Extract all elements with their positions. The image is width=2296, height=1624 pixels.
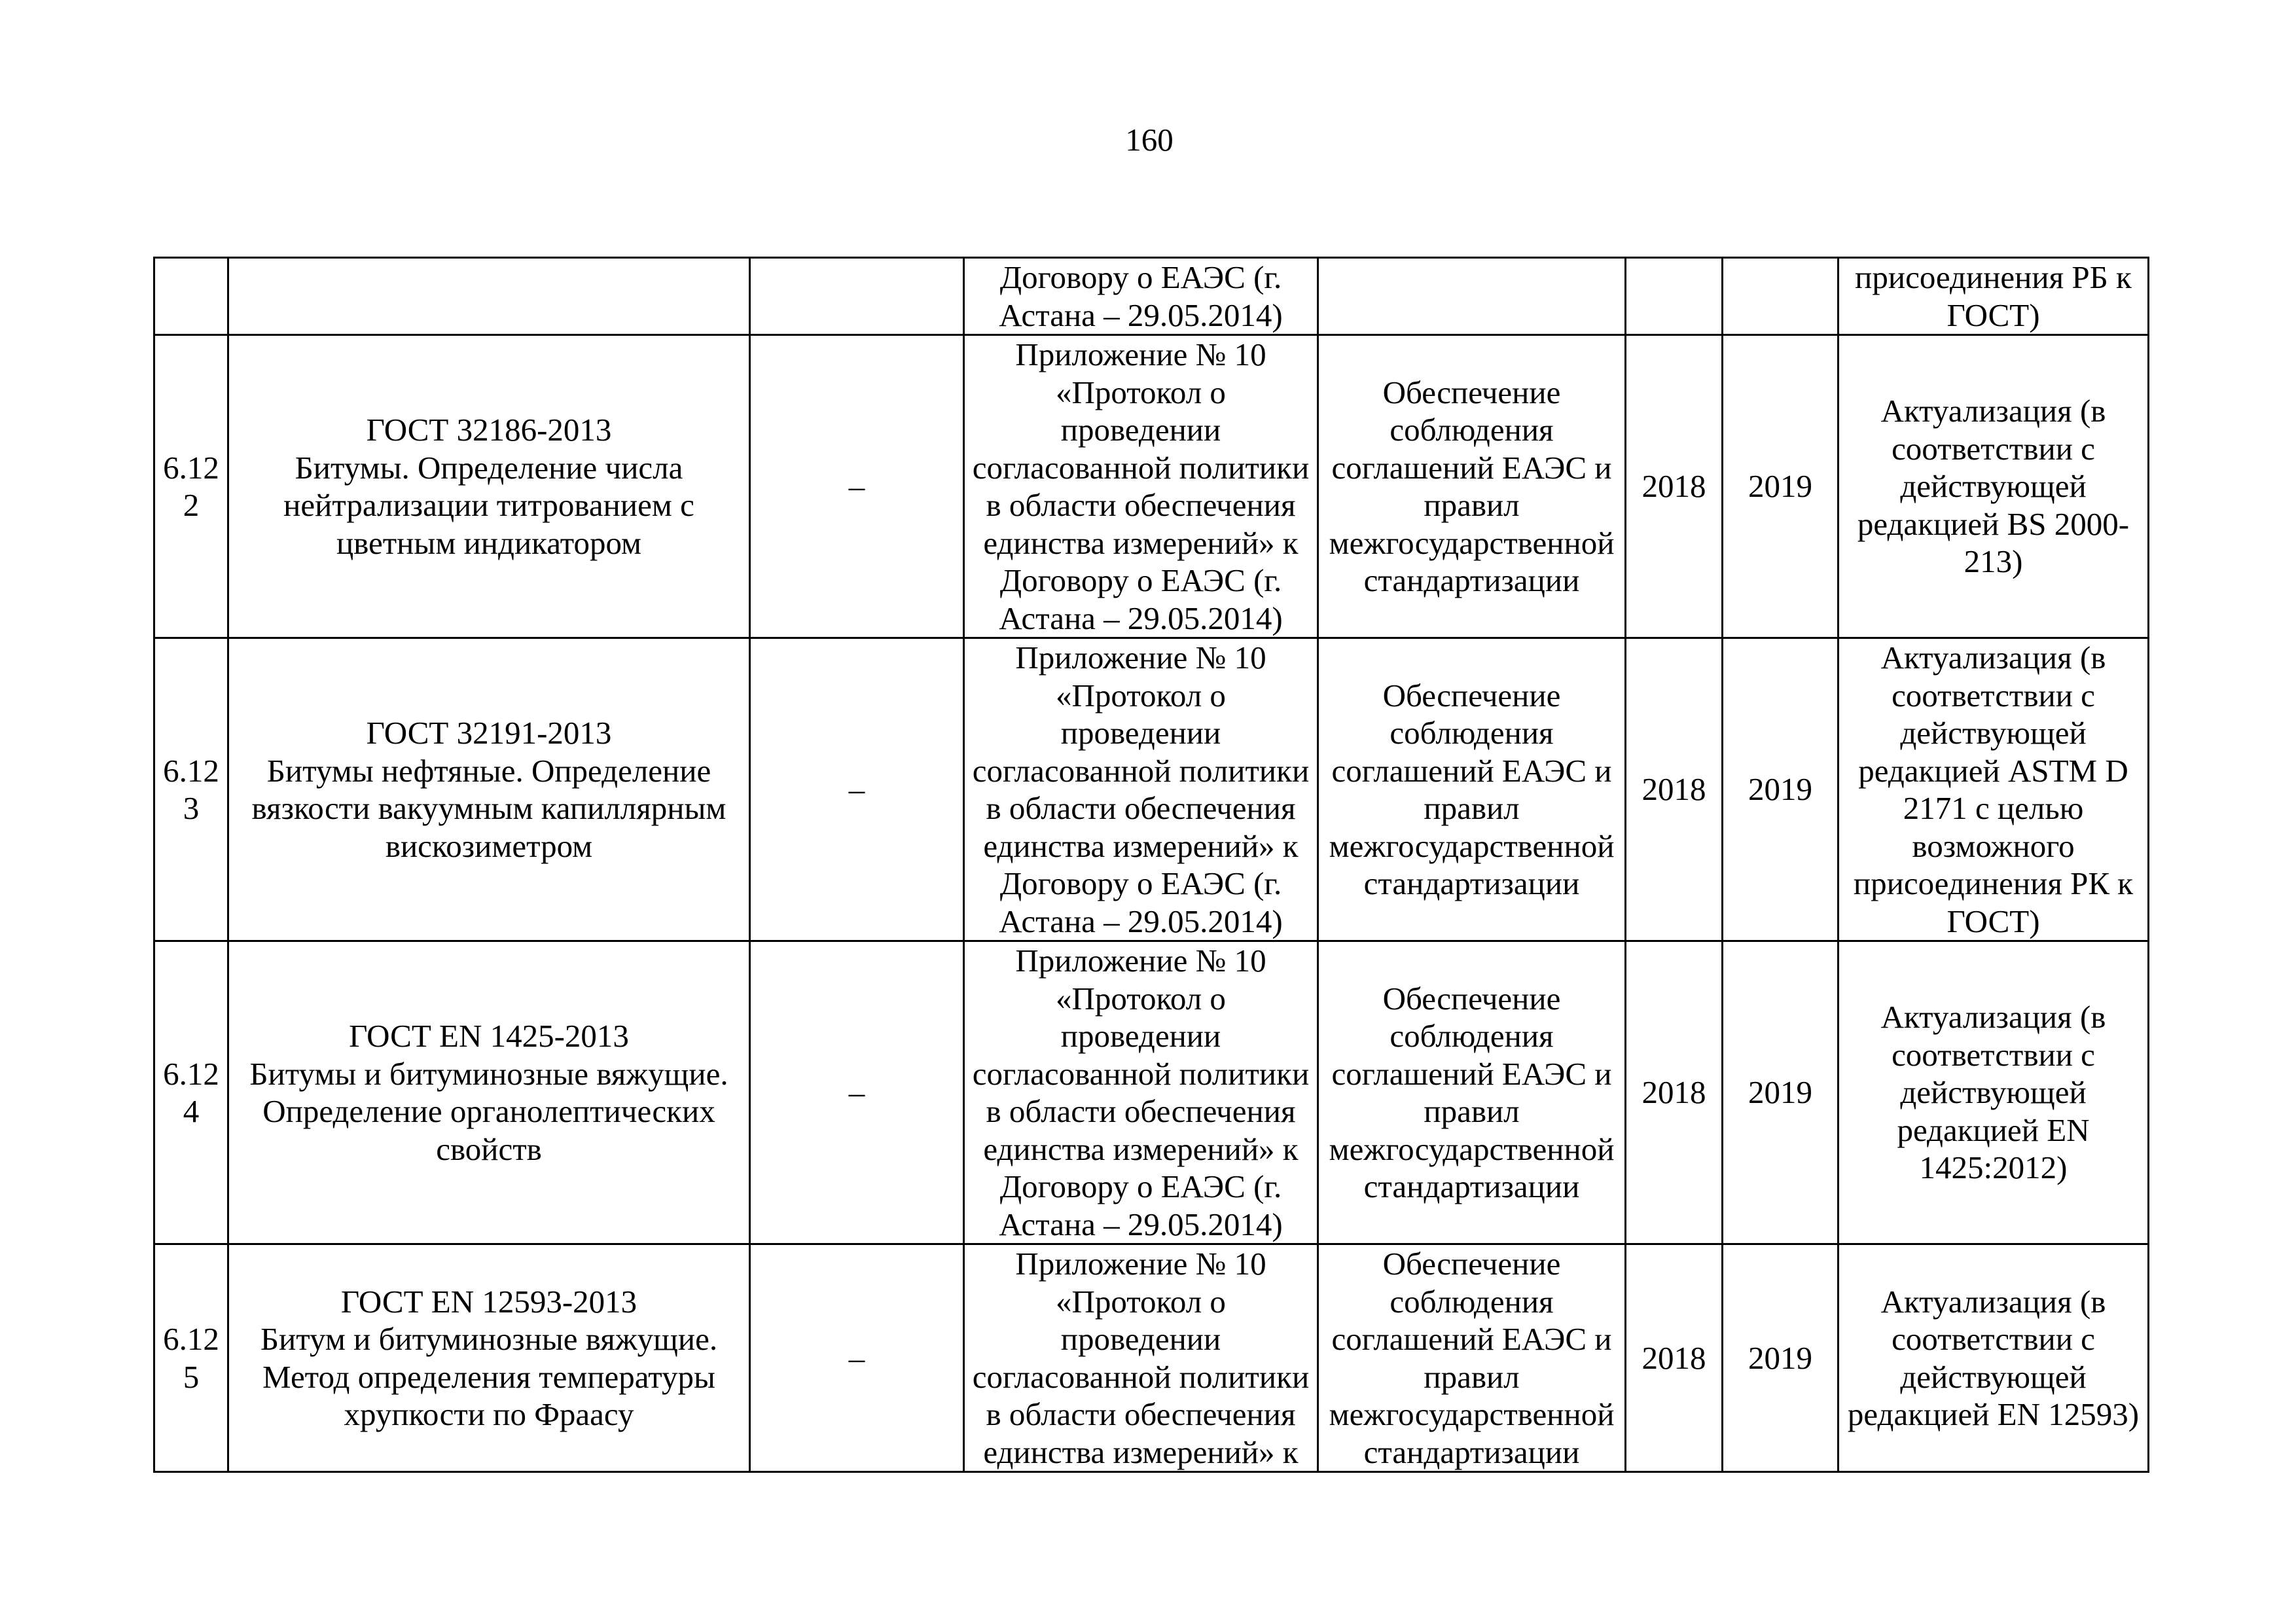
note-line: соответствии с (1892, 430, 2095, 467)
note-line: действующей (1900, 468, 2087, 505)
cell-goal (1318, 258, 1626, 335)
cell-dash: – (750, 1244, 964, 1472)
cell-dash: – (750, 335, 964, 638)
basis-line: Договору о ЕАЭС (г. (999, 562, 1282, 598)
page-number: 160 (1125, 122, 1174, 158)
basis-line: «Протокол о (1056, 980, 1226, 1017)
cell-dash: – (750, 638, 964, 941)
cell-num: 6.124 (154, 941, 228, 1244)
note-line: присоединения РК к (1853, 865, 2134, 901)
cell-standard (228, 1244, 750, 1472)
basis-line: Приложение № 10 (1015, 336, 1266, 372)
gost-code: ГОСТ 32191-2013 (366, 715, 612, 751)
basis-line: в области обеспечения (986, 790, 1296, 826)
basis-line: единства измерений» к (983, 827, 1299, 864)
cell-num: 6.122 (154, 335, 228, 638)
basis-line: Договору о ЕАЭС (г. (999, 865, 1282, 901)
goal-line: соблюдения (1390, 1018, 1554, 1054)
cell-note (1839, 638, 2149, 941)
goal-line: стандартизации (1363, 1434, 1580, 1470)
cell-note (1839, 335, 2149, 638)
goal-line: межгосударственной (1329, 827, 1615, 864)
goal-line: стандартизации (1363, 1168, 1580, 1204)
note-line: присоединения РБ к (1855, 259, 2132, 295)
table-row-continuation (154, 258, 2149, 335)
basis-line: Астана – 29.05.2014) (999, 600, 1283, 636)
cell-standard (228, 941, 750, 1244)
cell-basis (964, 1244, 1318, 1472)
note-line: Актуализация (в (1880, 640, 2106, 676)
cell-standard (228, 258, 750, 335)
basis-line: согласованной политики (972, 449, 1310, 486)
goal-line: соблюдения (1390, 1283, 1554, 1320)
note-line: действующей (1900, 715, 2087, 751)
basis-line: проведении (1060, 412, 1221, 448)
cell-end (1723, 258, 1839, 335)
basis-line: в области обеспечения (986, 487, 1296, 523)
goal-line: соблюдения (1390, 715, 1554, 751)
cell-note (1839, 1244, 2149, 1472)
basis-line: в области обеспечения (986, 1093, 1296, 1129)
cell-num: 6.125 (154, 1244, 228, 1472)
note-line: ГОСТ) (1946, 297, 2040, 333)
note-line: 213) (1964, 543, 2023, 580)
gost-name: Битумы и битуминозные вяжущие. Определение органолептических свойств (249, 1055, 728, 1167)
basis-line: согласованной политики (972, 1358, 1310, 1395)
basis-line: Договору о ЕАЭС (г. (999, 259, 1282, 295)
note-line: Актуализация (в (1880, 393, 2106, 429)
cell-basis (964, 638, 1318, 941)
note-line: 1425:2012) (1919, 1149, 2068, 1186)
table-row (154, 335, 2149, 638)
basis-line: Приложение № 10 (1015, 1246, 1266, 1282)
cell-basis (964, 258, 1318, 335)
cell-num: 6.123 (154, 638, 228, 941)
basis-line: проведении (1060, 1018, 1221, 1054)
cell-basis (964, 335, 1318, 638)
cell-standard (228, 638, 750, 941)
cell-basis (964, 941, 1318, 1244)
note-line: возможного (1912, 827, 2075, 864)
goal-line: Обеспечение (1382, 980, 1561, 1017)
cell-start-year: 2018 (1626, 335, 1723, 638)
note-line: соответствии с (1892, 1321, 2095, 1357)
basis-line: единства измерений» к (983, 1434, 1299, 1470)
goal-line: стандартизации (1363, 562, 1580, 598)
goal-line: соглашений ЕАЭС и (1331, 1055, 1612, 1092)
note-line: редакцией BS 2000- (1857, 505, 2130, 542)
note-line: соответствии с (1892, 1036, 2095, 1073)
cell-dash: – (750, 941, 964, 1244)
note-line: Актуализация (в (1880, 1283, 2106, 1320)
gost-name: Битумы. Определение числа нейтрализации титрованием с цветным индикатором (283, 449, 694, 561)
goal-line: межгосударственной (1329, 1396, 1615, 1432)
goal-line: Обеспечение (1382, 677, 1561, 713)
goal-line: соблюдения (1390, 412, 1554, 448)
basis-line: «Протокол о (1056, 1283, 1226, 1320)
cell-note (1839, 941, 2149, 1244)
cell-end-year: 2019 (1723, 1244, 1839, 1472)
note-line: ГОСТ) (1946, 903, 2040, 939)
cell-goal (1318, 638, 1626, 941)
basis-line: проведении (1060, 1321, 1221, 1357)
basis-line: согласованной политики (972, 1055, 1310, 1092)
basis-line: Астана – 29.05.2014) (999, 297, 1283, 333)
basis-line: Приложение № 10 (1015, 943, 1266, 979)
gost-code: ГОСТ EN 12593-2013 (340, 1283, 637, 1320)
goal-line: правил (1424, 790, 1520, 826)
note-line: редакцией EN 12593) (1847, 1396, 2140, 1432)
basis-line: единства измерений» к (983, 524, 1299, 561)
note-line: редакцией EN (1897, 1111, 2090, 1148)
goal-line: межгосударственной (1329, 524, 1615, 561)
cell-dash (750, 258, 964, 335)
cell-start-year: 2018 (1626, 941, 1723, 1244)
goal-line: Обеспечение (1382, 374, 1561, 410)
basis-line: Приложение № 10 (1015, 640, 1266, 676)
cell-start (1626, 258, 1723, 335)
goal-line: Обеспечение (1382, 1246, 1561, 1282)
cell-standard (228, 335, 750, 638)
standards-table (153, 257, 2149, 1473)
basis-line: согласованной политики (972, 752, 1310, 789)
note-line: 2171 с целью (1903, 790, 2084, 826)
cell-start-year: 2018 (1626, 638, 1723, 941)
goal-line: соглашений ЕАЭС и (1331, 752, 1612, 789)
cell-num (154, 258, 228, 335)
basis-line: Астана – 29.05.2014) (999, 1206, 1283, 1242)
gost-name: Битум и битуминозные вяжущие. Метод определения температуры хрупкости по Фраасу (260, 1321, 718, 1432)
table-row (154, 638, 2149, 941)
note-line: действующей (1900, 1358, 2087, 1395)
cell-end-year: 2019 (1723, 941, 1839, 1244)
basis-line: единства измерений» к (983, 1130, 1299, 1167)
basis-line: Астана – 29.05.2014) (999, 903, 1283, 939)
gost-code: ГОСТ EN 1425-2013 (349, 1018, 629, 1054)
cell-note (1839, 258, 2149, 335)
cell-start-year: 2018 (1626, 1244, 1723, 1472)
basis-line: в области обеспечения (986, 1396, 1296, 1432)
goal-line: правил (1424, 1358, 1520, 1395)
note-line: редакцией ASTM D (1858, 752, 2128, 789)
goal-line: соглашений ЕАЭС и (1331, 449, 1612, 486)
cell-goal (1318, 941, 1626, 1244)
cell-goal (1318, 335, 1626, 638)
cell-goal (1318, 1244, 1626, 1472)
goal-line: правил (1424, 487, 1520, 523)
gost-code: ГОСТ 32186-2013 (366, 412, 612, 448)
goal-line: соглашений ЕАЭС и (1331, 1321, 1612, 1357)
goal-line: межгосударственной (1329, 1130, 1615, 1167)
table-row (154, 941, 2149, 1244)
goal-line: правил (1424, 1093, 1520, 1129)
goal-line: стандартизации (1363, 865, 1580, 901)
table-row (154, 1244, 2149, 1472)
cell-end-year: 2019 (1723, 638, 1839, 941)
gost-name: Битумы нефтяные. Определение вязкости вакуумным капиллярным вискозиметром (251, 752, 726, 864)
cell-end-year: 2019 (1723, 335, 1839, 638)
basis-line: «Протокол о (1056, 677, 1226, 713)
basis-line: Договору о ЕАЭС (г. (999, 1168, 1282, 1204)
note-line: Актуализация (в (1880, 999, 2106, 1036)
basis-line: проведении (1060, 715, 1221, 751)
note-line: действующей (1900, 1074, 2087, 1111)
basis-line: «Протокол о (1056, 374, 1226, 410)
note-line: соответствии с (1892, 677, 2095, 713)
